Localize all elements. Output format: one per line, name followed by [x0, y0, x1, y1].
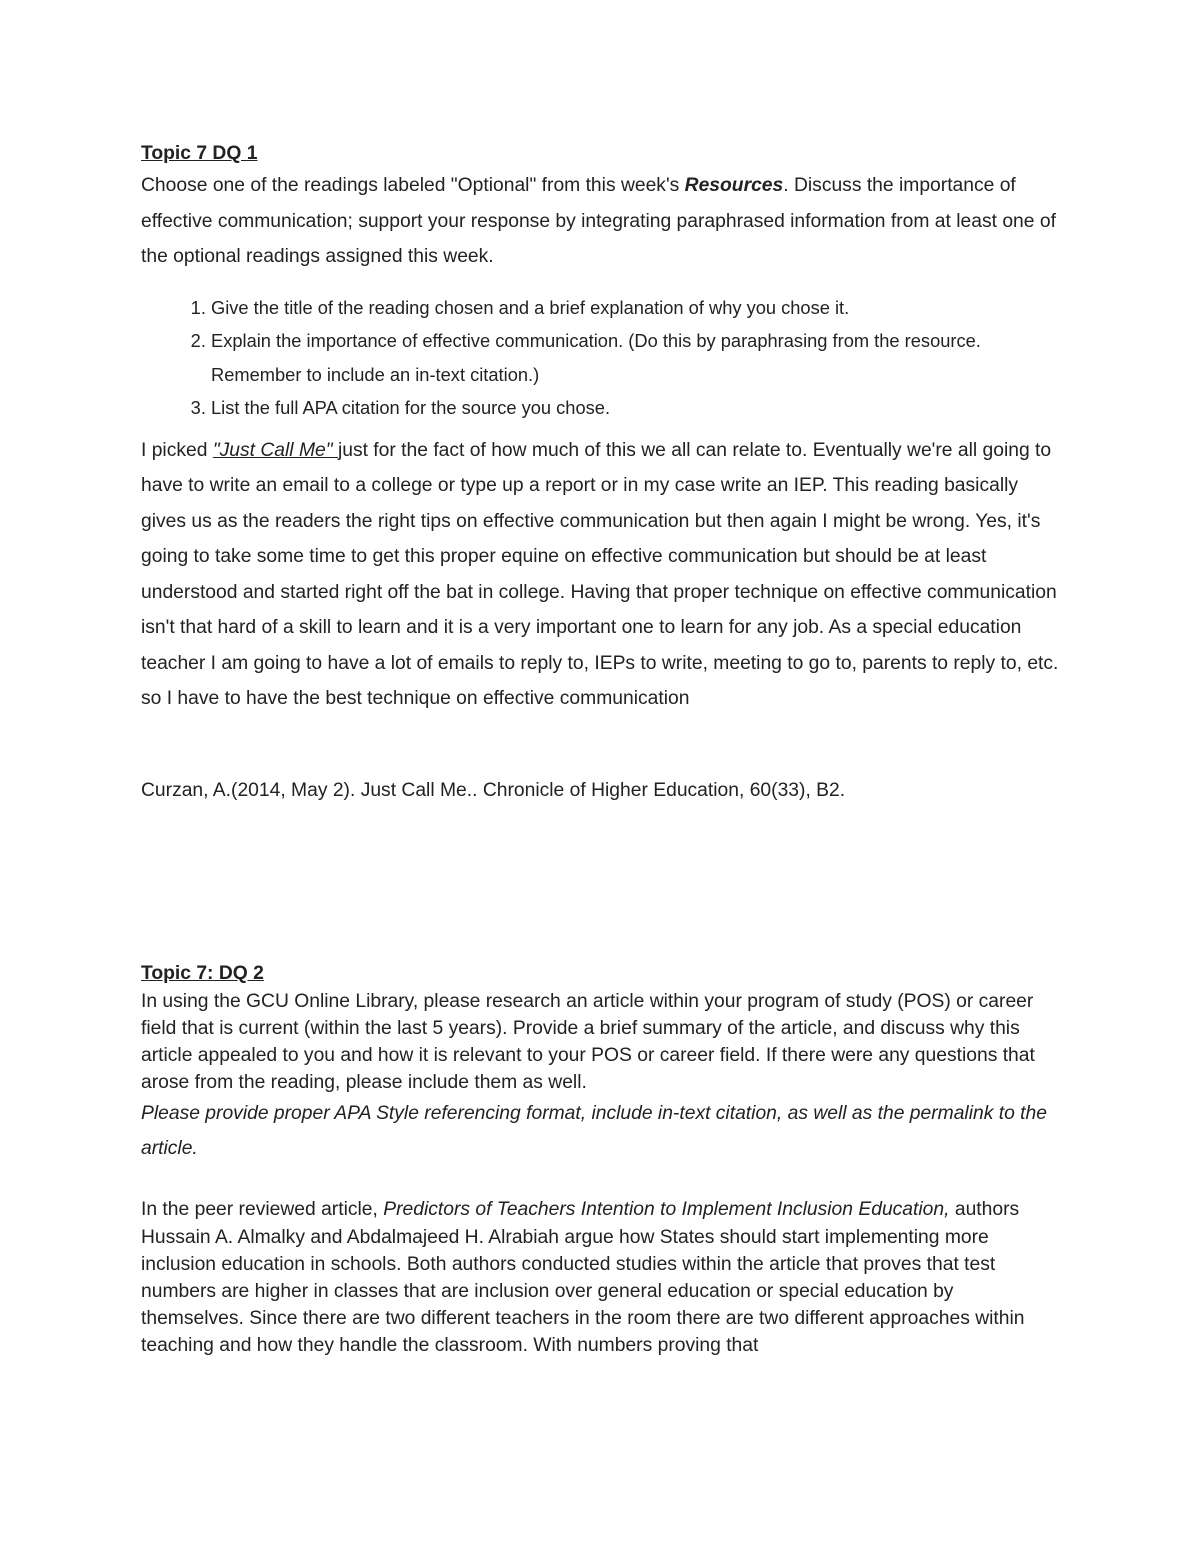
list-item: 1. Give the title of the reading chosen and a brief explanation of why you chose it.: [211, 291, 1061, 325]
section-spacer: [141, 808, 1061, 960]
list-item: 3. List the full APA citation for the source you chose.: [211, 391, 1061, 425]
dq2-answer-before: In the peer reviewed article,: [141, 1199, 384, 1221]
dq1-answer: [141, 433, 1061, 717]
dq1-answer-before: I picked: [141, 439, 213, 461]
dq1-prompt-before: Choose one of the readings labeled "Optional" from this week's: [141, 175, 685, 196]
list-item: 2. Explain the importance of effective communication. (Do this by paraphrasing from the resource. Remember to include an in-text citation.): [211, 324, 1061, 391]
dq1-prompt-after: . Discuss the importance of effective communication; support your response by integrating paraphrased information from at least one of the optional readings assigned this week.: [141, 175, 1056, 267]
dq2-answer-article-title: Predictors of Teachers Intention to Implement Inclusion Education,: [383, 1199, 950, 1221]
dq1-prompt-resources: Resources: [684, 175, 784, 196]
dq2-prompt-italic: Please provide proper APA Style referencing format, include in-text citation, as well as the permalink to the article.: [141, 1103, 1047, 1160]
dq2-heading: Topic 7: DQ 2: [141, 962, 264, 984]
dq2-prompt: In using the GCU Online Library, please research an article within your program of study (POS) or career field that is current (within the last 5 years). Provide a brief summary of the article, and discuss why this article appealed to you and how it is relevant to your POS or career field. If there were any questions that arose from the reading, please include them as well.: [141, 990, 1035, 1094]
dq1-prompt: [141, 168, 1061, 275]
dq1-steps-list: [141, 291, 1061, 425]
dq1-heading: Topic 7 DQ 1: [141, 143, 258, 164]
dq2-answer-after: authors Hussain A. Almalky and Abdalmajeed H. Alrabiah argue how States should start implementing more inclusion education in schools. Both authors conducted studies within the article that proves that test numbers are higher in classes that are inclusion over general education or special education by themselves. Since there are two different teachers in the room there are two different approaches within teaching and how they handle the classroom. With numbers proving that: [141, 1199, 1025, 1357]
dq1-citation: Curzan, A.(2014, May 2). Just Call Me.. Chronicle of Higher Education, 60(33), B2.: [141, 779, 846, 801]
dq2-answer: [141, 1196, 1061, 1359]
dq1-answer-after: just for the fact of how much of this we all can relate to. Eventually we're all going to have to write an email to a college or type up a report or in my case write an IEP. This reading basically gives us as the readers the right tips on effective communication but then again I might be wrong. Yes, it's going to take some time to get this proper equine on effective communication but should be at least understood and started right off the bat in college. Having that proper technique on effective communication isn't that hard of a skill to learn and it is a very important one to learn for any job. As a special education teacher I am going to have a lot of emails to reply to, IEPs to write, meeting to go to, parents to reply to, etc. so I have to have the best technique on effective communication: [141, 439, 1059, 709]
document-content: [141, 140, 1061, 1360]
dq1-answer-reading-title: "Just Call Me": [212, 439, 338, 461]
